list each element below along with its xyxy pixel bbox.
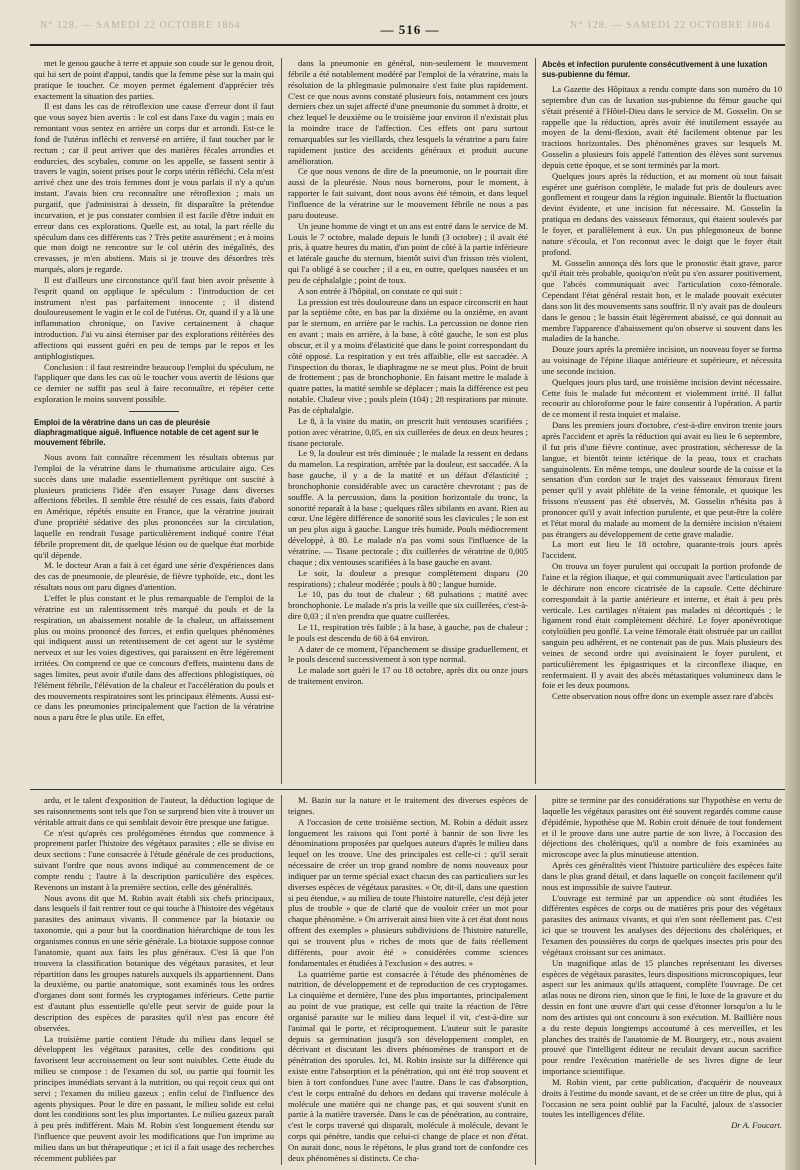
paragraph: Le 8, à la visite du matin, on prescrit huit ventouses scarifiées ; potion avec vératrine, 0,05, en six cuillerées de deux en deux heures ; tisane pectorale. [288, 415, 528, 448]
paragraph: Le 11, respiration très faible ; à la base, à gauche, pas de chaleur ; le pouls est descendu de 60 à 64 environ. [288, 621, 528, 643]
paragraph: On trouva un foyer purulent qui occupait la portion profonde de l'aine et la région iliaque, et qui communiquait avec l'articulation par le déchirure non encore cicatrisée de la capsule. Cette déchirure correspondait à la partie antérieure et interne, et était à peu près verticale. Les cartilages n'étaient pas malades ni décortiqués ; le ligament rond était complètement déchiré. Le foyer aponévrotique cotyloïdien peu gonflé. La veine fémorale était obstruée par un caillot sanguin peu adhérent, et ne contenait pas de pus. Mais plusieurs des veines de second ordre qui avoisinaient le foyer purulent, et particulièrement les épigastriques et la circonflexe iliaque, en renfermaient. Il y avait des abcès métastatiques volumineux dans le foie et les deux poumons. [542, 561, 782, 691]
author-signature: Dr A. Foucart. [731, 1120, 782, 1131]
paragraph: L'ouvrage est terminé par un appendice où sont étudiées les différentes espèces de corps ou de matières pris pour des végétaux parasites des animaux vivants, et qui n'en sont réellement pas. C'est ici que se trouvent les analyses des déjections des cholériques, et l'examen des poussières du corps de quelques insectes pris pour des végétaux croissant sur ces animaux. [542, 892, 782, 957]
paragraph: M. Gosselin annonça dès lors que le pronostic était grave, parce qu'il était très probable, quoiqu'on n'eût pu s'en assurer positivement, que l'abcès communiquait avec l'articulation coxo-fémorale. Cependant l'état général restait bon, et le malade pouvait exécuter dans son lit des mouvements sans souffrir. Il n'y avait pas de douleurs dans le genou ; le bassin était légèrement abaissé, ce qui donnait au membre l'apparence d'abaissement qu'on observe si souvent dans les maladies de la hanche. [542, 257, 782, 344]
paragraph: L'effet le plus constant et le plus remarquable de l'emploi de la vératrine est un ralentissement très marqué du pouls et de la respiration, un abaissement notable de la chaleur, un affaissement plus ou moins prononcé des forces, et enfin quelques phénomènes qui indiquent aussi un retentissement de cet agent sur le système nerveux et sur les voies digestives, qui paraissent en être légèrement irritées. On comprend ce que ce concours d'effets, maintenu dans de sages limites, peut avoir d'utile dans des affections phlogistiques, où l'élément fébrile, l'élévation de la chaleur et l'accélération du pouls et des mouvements respiratoires sont les principaux éléments. Aussi est-ce dans les pneumonies principalement que l'action de la vératrine nous a paru être le plus utile. En effet, [34, 592, 274, 723]
paragraph: Le 9, la douleur est très diminuée ; le malade la ressent en dedans du mamelon. La respiration, arrêtée par la douleur, est saccadée. A la base gauche, il y a de la matité et un défaut d'élasticité ; bronchophonie considérable avec un caractère chevrotant ; pas de souffle. A la percussion, dans la position horizontale du tronc, la sonorité reparaît à la base ; quelques râles sibilants en avant. Rien au cœur. Une légère différence de sonorité sous les clavicules ; le son est un peu plus aigu à gauche. Langue très humide. Pouls médiocrement développé, à 80. Le malade n'a pas vomi sous l'influence de la vératrine. — Tisane pectorale ; dix cuillerées de vératrine de 0,005 chaque ; dix ventouses scarifiées à la base gauche en avant. [288, 448, 528, 567]
page-number: — 516 — [380, 22, 440, 37]
article-heading-veratrine: Emploi de la vératrine dans un cas de pleurésie diaphragmatique aiguë. Influence notable de cet agent sur le mouvement fébrile. [34, 418, 259, 447]
article-heading-abces: Abcès et infection purulente consécutivement à une luxation sus-pubienne du fémur. [542, 60, 768, 79]
upper-col3-body [542, 84, 782, 702]
paragraph: Cette observation nous offre donc un exemple assez rare d'abcès [552, 691, 774, 702]
paragraph: La mort eut lieu le 18 octobre, quarante-trois jours après l'accident. [542, 539, 782, 561]
paragraph: ardu, et le talent d'exposition de l'auteur, la déduction logique de ses raisonnements sont tels que l'on se surprend bien vite à trouver un véritable attrait dans ce qui semblait devoir être presque une fatigue. [34, 795, 274, 827]
column-divider [535, 795, 536, 1165]
lower-col3-body [542, 795, 782, 1120]
upper-column-2 [288, 58, 528, 784]
column-divider [281, 58, 282, 784]
paragraph: A l'occasion de cette troisième section, M. Robin a déduit assez longuement les raisons qui l'ont porté à bannir de son livre les dénominations proposées par quelques auteurs d'après le milieu dans lequel on les trouve. Une des principales est celle-ci : qu'il serait nécessaire de créer un trop grand nombre de noms nouveaux pour indiquer par un terme spécial exact chacun des cas particuliers sur les diverses espèces de végétaux parasites. « Or, dit-il, dans une question si peu étendue, » au milieu de toute l'histoire naturelle, c'est déjà jeter plus de trouble » que de clarté que de vouloir créer un mot pour chaque phénomène. » On arriverait ainsi bien vite à cet état dont nous offrent des exemples » plusieurs subdivisions de l'histoire naturelle, qui se trouvent plus » riches de mots que de faits réellement différents, pour avoir été » considérées comme sciences fondamentales et étudiées à l'exclusion » des autres. » [288, 816, 528, 968]
bleed-through-text-left: N° 128. — SAMEDI 22 OCTOBRE 1864 [40, 20, 241, 31]
bleed-through-text-right: N° 128. — SAMEDI 22 OCTOBRE 1864 [570, 20, 771, 31]
paragraph: Ce que nous venons de dire de la pneumonie, on le pourrait dire aussi de la pleurésie. Nous nous bornerons, pour le moment, à rapporter le fait suivant, dont nous avons été témoin, et dans lequel l'influence de la vératrine sur le mouvement fébrile ne nous a pas paru douteuse. [288, 166, 528, 220]
lower-col2-body [288, 795, 528, 1164]
paragraph: La troisième partie contient l'étude du milieu dans lequel se développent les végétaux parasites, celle des conditions qui favorisent leur accroissement ou leur sont nuisibles. Cette étude du milieu se compose : de l'examen du sol, ou partie qui fournit les principes immédiats servant à la nutrition, ou qui reçoit ceux qui ont servi ; l'examen du milieu gazeux ; enfin celui de l'influence des agents physiques. Pour le dire en passant, le milieu solide est celui dont les conditions sont les plus importantes. Le milieu gazeux paraît à peu près indifférent. Mais M. Robin s'est longuement étendu sur l'influence que peuvent avoir les modifications que l'on imprime au milieu dans un but thérapeutique ; et ici il a fait usage des recherches récemment publiées par [34, 1033, 274, 1163]
paragraph: Conclusion : il faut restreindre beaucoup l'emploi du spéculum, ne l'appliquer que dans les cas où le toucher vous avertit de lésions que ce dernier ne suffit pas seul à faire reconnaître, et répéter cette exploration le moins souvent possible. [34, 361, 274, 405]
paragraph: Dans les premiers jours d'octobre, c'est-à-dire environ trente jours après l'accident et après la réduction qui avait eu lieu le 6 septembre, il fut pris d'une fièvre continue, avec prostration, sécheresse de la langue, et bientôt teinte ictérique de la peau, toux et crachats sanguinolents. En même temps, une douleur sourde de la cuisse et la sensation d'un cordon sur le trajet des vaisseaux fémoraux firent penser qu'il y avait phlébite de la veine fémorale, et quoique les frissons n'eussent pas été observés, M. Gosselin n'hésita pas à prononcer qu'il y avait infection purulente, et que peut-être la colère et l'état moral du malade au moment de la dernière incision n'étaient pas étrangers au développement de cette grave maladie. [542, 420, 782, 539]
horizontal-divider [30, 789, 785, 790]
paragraph: Le malade sort guéri le 17 ou 18 octobre, après dix ou onze jours de traitement environ. [288, 665, 528, 687]
paragraph: Douze jours après la première incision, un nouveau foyer se forma au voisinage de l'épine iliaque antérieure et supérieure, et nécessita une seconde incision. [542, 344, 782, 376]
paragraph: La quatrième partie est consacrée à l'étude des phénomènes de nutrition, de développement et de reproduction de ces cryptogames. La cinquième et dernière, l'une des plus importantes, principalement au point de vue pratique, est celle qui traite la réaction de l'être organisé parasite sur le milieu dans lequel il vit, c'est-à-dire sur l'animal qui le porte, et réciproquement. L'auteur suit le parasite depuis sa germination jusqu'à son développement complet, en décrivant et discutant les divers phénomènes de transport et de pénétration des sporules. Ici, M. Robin insiste sur la différence qui existe entre l'absorption et la pénétration, qui ont été trop souvent et bien à tort confondues l'une avec l'autre. Dans le cas d'absorption, c'est le corps entraîné du dehors en dedans qui traverse molécule à molécule une matière qui ne change pas, et qui souvent s'unit en partie à la matière traversée. Dans le cas de pénétration, au contraire, c'est le corps traversé qui disparaît, molécule à molécule, devant le corps qui pénètre, tandis que celui-ci change de place et non d'état. On aurait donc, nous le répétons, le plus grand tort de confondre ces deux phénomènes si distincts. Ce cha- [288, 968, 528, 1163]
paragraph: A dater de ce moment, l'épanchement se dissipe graduellement, et le pouls descend successivement à son type normal. [288, 643, 528, 665]
upper-column-3 [542, 58, 782, 784]
page-header [30, 16, 790, 46]
paragraph: La pression est très douloureuse dans un espace circonscrit en haut par la septième côte, en bas par la dixième ou la onzième, en avant par le sternum, en arrière par le rachis. La percussion ne donne rien en avant ; mais en arrière, à la base, à côté gauche, le son est plus obscur, et il y a moins d'élasticité que dans le point correspondant du côté opposé. La respiration y est très affaiblie, elle est saccadée. A l'inspection du thorax, le diaphragme ne se meut plus. Point de bruit de frottement ; pas de bronchophonie. En faisant mettre le malade à quatre pattes, la matité semble se déplacer ; mais la différence est peu notable. Chaleur vive ; pouls plein (104) ; 28 respirations par minute. Pas de céphalalgie. [288, 296, 528, 415]
upper-column-1 [34, 58, 274, 784]
paragraph: Ce n'est qu'après ces prolégomènes étendus que commence à proprement parler l'histoire des végétaux parasites ; elle se divise en deux sections : l'une consacrée à l'étude générale de ces productions, suivant l'ordre que nous avons indiqué au commencement de ce compte rendu ; l'autre à la description particulière des espèces. Revenons un instant à la première section, celle des généralités. [34, 827, 274, 892]
paragraph: La Gazette des Hôpitaux a rendu compte dans son numéro du 10 septembre d'un cas de luxation sus-pubienne du fémur gauche qui s'était présenté à l'Hôtel-Dieu dans le service de M. Gosselin. On se rappelle que la réduction, après avoir été inutilement essayée au moyen de la demi-flexion, avait été facilement obtenue par les tractions horizontales. Des phénomènes graves sur lesquels M. Gosselin a plusieurs fois appelé l'attention des élèves sont survenus depuis cette époque, et se sont terminés par la mort. [542, 84, 782, 170]
upper-col1-body-after [34, 452, 274, 723]
upper-col2-body [288, 58, 528, 687]
paragraph: dans la pneumonie en général, non-seulement le mouvement fébrile a été notablement modéré par l'emploi de la vératrine, mais la résolution de la phlegmasie pulmonaire s'est faite plus rapidement. C'est ce que nous avons constaté plusieurs fois, notamment ces jours derniers chez un sujet affecté d'une pneumonie du sommet à droite, et chez lequel le deuxième ou le troisième jour environ il n'existait plus la moindre trace de l'affection. Ces effets ont paru surtout remarquables sur les vieillards, chez lesquels la vératrine a paru faire rapidement justice des accidents généraux et produit aucune amélioration. [288, 58, 528, 166]
upper-col1-body [34, 58, 274, 405]
section-divider [129, 411, 179, 412]
paragraph: M. Robin vient, par cette publication, d'acquérir de nouveaux droits à l'estime du monde savant, et de se créer un titre de plus, qui à l'occasion ne sera point oublié par la Faculté, jaloux de s'associer toutes les intelligences d'élite. [542, 1076, 782, 1120]
paragraph: Il est dans les cas de rétroflexion une cause d'erreur dont il faut que vous soyez bien avertis : le col est dans l'axe du vagin ; mais en remontant vous sentez en arrière un corps dur et arrondi. Est-ce le fond de l'utérus infléchi et renversé en arrière, il faut toucher par le rectum ; car il peut arriver que des matières fécales arrondies et endurcies, des scybales, comme on les appelle, se fassent sentir à travers le vagin, soient prises pour le corps utérin réfléchi. Cela m'est arrivé chez une des trois femmes dont je vous parlais il n'y a qu'un instant. J'avais bien cru reconnaître une rétroflexion ; mais un purgatif, que j'administrai à dessein, fit disparaître la prétendue incurvation, et je pus constater combien il est facile d'être induit en erreur dans ces explorations. Quelle est, au total, la part réelle du spéculum dans ces différents cas ? Très petite assurément ; et à moins que mon doigt ne rencontre sur le col utérin des inégalités, des crevasses, je m'en abstiens. Mais si je trouve des désordres très marqués, alors je regarde. [34, 101, 274, 275]
paragraph: Quelques jours après la réduction, et au moment où tout faisait espérer une guérison complète, le malade fut pris de douleurs avec gonflement et rougeur dans la région inguinale. Bientôt la fluctuation devint évidente, et une incision fut nécessaire. M. Gosselin la pratiqua en dedans des vaisseaux fémoraux, qui étaient soulevés par le foyer, et parallèlement à eux. Un pus phlegmoneux de bonne nature s'écoula, et l'on reconnut avec le doigt que le foyer était profond. [542, 170, 782, 257]
paragraph: pitre se termine par des considérations sur l'hypothèse en vertu de laquelle les végétaux parasites ont été souvent regardés comme cause d'épidémie, hypothèse que M. Robin croit dénuée de tout fondement et il le prouve dans une autre partie de son livre, à l'occasion des déjections des cholériques, qu'il a nombre de fois examinées au microscope avec la plus minutieuse attention. [542, 795, 782, 860]
paragraph: Il est d'ailleurs une circonstance qu'il faut bien avoir présente à l'esprit quand on applique le spéculum : l'introduction de cet instrument n'est pas parfaitement innocente ; il distend douloureusement le vagin et le col de l'utérus. Or, quand il y a là une inflammation chronique, on l'avive certainement à chaque introduction. J'ai vu ainsi éterniser par des explorations réitérées des affections qui eussent guéri en peu de temps par le repos et les antiphlogistiques. [34, 274, 274, 361]
paragraph: Nous avons dit que M. Robin avait établi six chefs principaux, dans lesquels il fait rentrer tout ce qui touche à l'histoire des végétaux parasites des animaux vivants. Il commence par la biotaxie ou taxonomie, qui a pour but la coordination hiérarchique de tous les organismes connus en une série générale. La biotaxie suppose connue l'anatomie, quant aux faits les plus généraux. C'est là que l'on trouvera la classification botanique des végétaux parasites, et leur répartition dans les groupes naturels auxquels ils appartiennent. Dans la deuxième, ou partie anatomique, sont examinés tous les ordres d'organes dont sont formés les cryptogames inférieurs. Cette partie est d'autant plus essentielle qu'elle peut servir de guide pour la description des espèces de parasites qu'il n'est pas encore été observées. [34, 892, 274, 1033]
column-divider [535, 58, 536, 784]
paragraph: Le 10, pas du tout de chaleur ; 68 pulsations ; matité avec bronchophonie. Le malade n'a pris la veille que six cuillerées, c'est-à-dire 0,03 ; il n'en prendra que quatre cuillerées. [288, 589, 528, 622]
lower-column-3 [542, 795, 782, 1165]
paragraph: A son entrée à l'hôpital, on constate ce qui suit : [298, 285, 463, 296]
column-divider [281, 795, 282, 1165]
lower-column-2 [288, 795, 528, 1165]
paragraph: Un jeune homme de vingt et un ans est entré dans le service de M. Louis le 7 octobre, malade depuis le lundi (3 octobre) ; il avait été pris, à quatre heures du matin, d'un point de côté à la partie inférieure et latérale gauche du sternum, bientôt suivi d'un frisson très violent, qui l'a obligé à se coucher ; il a eu, en outre, quelques nausées et un peu de céphalalgie ; point de toux. [288, 220, 528, 285]
paragraph: Quelques jours plus tard, une troisième incision devint nécessaire. Cette fois le malade fut mécontent et violemment irrité. Il fallut recourir au chloroforme pour le faire consentir à l'opération. A partir de ce moment il resta inquiet et malaise. [542, 376, 782, 420]
paragraph: Un magnifique atlas de 15 planches représentant les diverses espèces de végétaux parasites, leurs dispositions microscopiques, leur aspect sur les animaux qu'ils attaquent, complète l'ouvrage. De cet atlas nous ne dirons rien, sinon que le fini, le luxe de la gravure et du dessin en font une œuvre d'art qui cesse d'étonner lorsqu'on a lu le nom des artistes qui ont concouru à son exécution. M. Baillière nous a du reste depuis longtemps accoutumé à ces merveilles, et les planches des traités de l'anatomie de M. Bourgery, etc., nous avaient prouvé que l'intelligent éditeur ne reculait devant aucun sacrifice pour rendre l'exécution matérielle de ses livres digne de leur importance scientifique. [542, 957, 782, 1077]
paragraph: Après ces généralités vient l'histoire particulière des espèces faite dans le plus grand détail, et dans laquelle on conçoit facilement qu'il nous est impossible de suivre l'auteur. [542, 860, 782, 892]
lower-col1-body [34, 795, 274, 1164]
page-edge-shadow [785, 0, 800, 1170]
lower-column-1 [34, 795, 274, 1165]
paragraph: met le genou gauche à terre et appuie son coude sur le genou droit, qui lui sert de point d'appui, tandis que la femme pèse sur la main qui pratique le toucher. Ce moyen permet également d'apprécier très exactement la situation des parties. [34, 58, 274, 101]
paragraph: Nous avons fait connaître récemment les résultats obtenus par l'emploi de la vératrine dans le rhumatisme articulaire aigu. Ces succès dans une maladie essentiellement pyrétique ont suscité à plusieurs praticiens l'idée d'en essayer l'usage dans diverses affections fébriles. Il semble être résulté de ces essais, faits d'abord en Amérique, répétés ensuite en France, que la vératrine jouirait d'une propriété sédative des plus prononcées sur la circulation, laquelle en rendrait l'usage particulièrement indiqué contre l'état fébrile proprement dit, de quelque lésion ou de quelque état morbide qu'il dépende. [34, 452, 274, 560]
paragraph: M. Bazin sur la nature et le traitement des diverses espèces de teignes. [288, 795, 528, 816]
paragraph: M. le docteur Aran a fait à cet égard une série d'expériences dans des cas de pneumonie, de pleurésie, de fièvre typhoïde, etc., dont les résultats nous ont paru dignes d'attention. [34, 560, 274, 593]
paragraph: Le soir, la douleur a presque complètement disparu (20 respirations) ; chaleur modérée ; pouls à 80 ; langue humide. [288, 567, 528, 589]
